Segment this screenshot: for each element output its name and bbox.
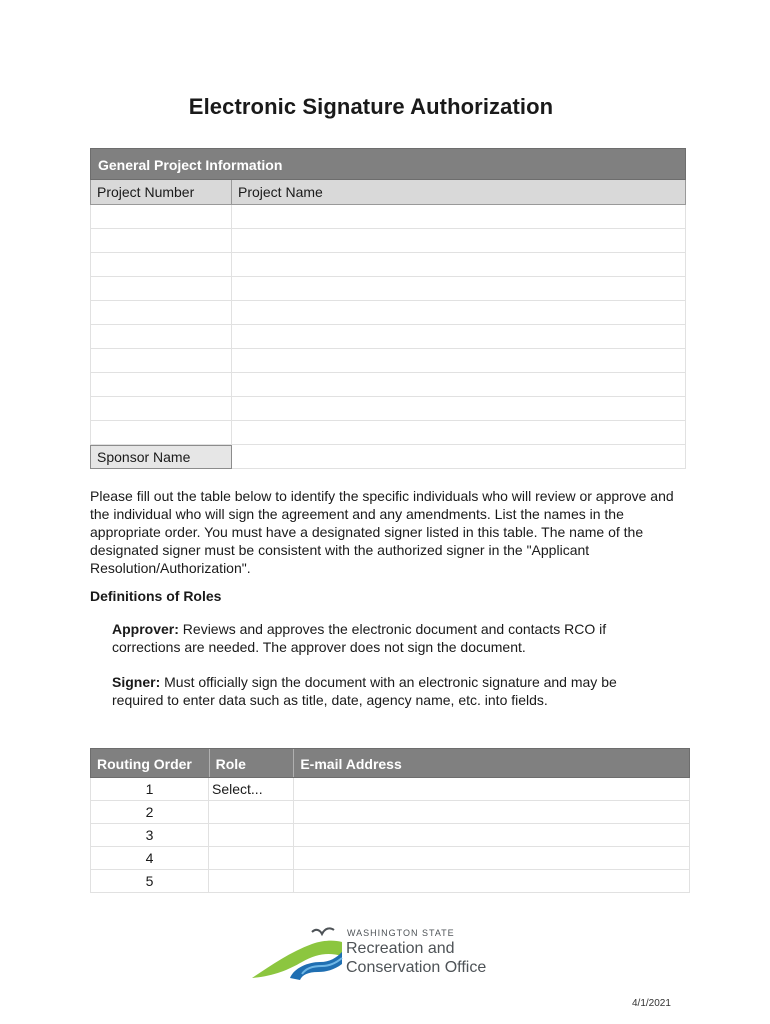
- logo-line-1: Recreation and: [346, 940, 455, 957]
- email-field[interactable]: [294, 778, 690, 801]
- role-select[interactable]: [209, 801, 294, 824]
- project-name-field[interactable]: [232, 325, 686, 349]
- rco-logo: [250, 922, 500, 982]
- project-row: [90, 421, 686, 445]
- project-number-field[interactable]: [90, 205, 232, 229]
- routing-row: [90, 847, 690, 870]
- project-row: [90, 205, 686, 229]
- project-name-field[interactable]: [232, 253, 686, 277]
- role-select[interactable]: [209, 847, 294, 870]
- routing-order-cell: 2: [90, 801, 209, 824]
- project-name-field[interactable]: [232, 301, 686, 325]
- sponsor-name-label: Sponsor Name: [90, 445, 232, 469]
- project-name-field[interactable]: [232, 229, 686, 253]
- project-name-header: Project Name: [232, 180, 686, 205]
- routing-row: [90, 870, 690, 893]
- project-number-field[interactable]: [90, 397, 232, 421]
- project-number-field[interactable]: [90, 373, 232, 397]
- project-table-header: General Project Information: [90, 148, 686, 180]
- project-table-column-headers: [90, 180, 686, 205]
- routing-row: [90, 778, 690, 801]
- project-number-field[interactable]: [90, 229, 232, 253]
- logo-line-2: Conservation Office: [346, 959, 487, 976]
- role-select[interactable]: [209, 870, 294, 893]
- project-number-field[interactable]: [90, 325, 232, 349]
- project-number-header: Project Number: [90, 180, 232, 205]
- project-row: [90, 325, 686, 349]
- routing-order-cell: 3: [90, 824, 209, 847]
- role-select[interactable]: [209, 824, 294, 847]
- footer-date: 4/1/2021: [632, 998, 671, 1009]
- routing-order-cell: 4: [90, 847, 209, 870]
- project-number-field[interactable]: [90, 253, 232, 277]
- project-row: [90, 253, 686, 277]
- email-field[interactable]: [294, 801, 690, 824]
- project-name-field[interactable]: [232, 205, 686, 229]
- logo-state-text: WASHINGTON STATE: [347, 928, 455, 938]
- project-name-field[interactable]: [232, 349, 686, 373]
- role-header: Role: [210, 749, 295, 777]
- project-row: [90, 277, 686, 301]
- signer-definition: [112, 673, 672, 709]
- approver-definition: [112, 620, 672, 656]
- project-number-field[interactable]: [90, 421, 232, 445]
- definitions-heading: Definitions of Roles: [90, 588, 222, 604]
- project-name-field[interactable]: [232, 277, 686, 301]
- instructions-paragraph: Please fill out the table below to identify the specific individuals who will review or approve and the individual who will sign the agreement and any amendments. List the names in the appropriate order. You must have a designated signer listed in this table. The name of the designated signer must be consistent with the authorized signer in the "Applicant Resolution/Authorization".: [90, 488, 674, 576]
- project-row: [90, 373, 686, 397]
- routing-order-cell: 1: [90, 778, 209, 801]
- signer-term: Signer:: [112, 674, 161, 690]
- routing-row: [90, 801, 690, 824]
- approver-term: Approver:: [112, 621, 179, 637]
- email-field[interactable]: [294, 824, 690, 847]
- project-name-field[interactable]: [232, 397, 686, 421]
- email-header: E-mail Address: [300, 756, 402, 772]
- routing-order-header: Routing Order: [91, 749, 210, 777]
- rco-logo-mark-icon: [250, 922, 346, 982]
- signer-description: Must officially sign the document with an electronic signature and may be required to enter data such as title, date, agency name, etc. into fields.: [112, 674, 617, 708]
- project-row: [90, 397, 686, 421]
- role-select[interactable]: Select...: [209, 778, 294, 801]
- approver-description: Reviews and approves the electronic document and contacts RCO if corrections are needed. The approver does not sign the document.: [112, 621, 607, 655]
- routing-table: [90, 748, 690, 893]
- project-row: [90, 229, 686, 253]
- document-title: Electronic Signature Authorization: [188, 94, 554, 119]
- project-row: [90, 349, 686, 373]
- sponsor-name-field[interactable]: [232, 445, 686, 469]
- routing-order-cell: 5: [90, 870, 209, 893]
- project-info-table: [90, 148, 686, 469]
- email-field[interactable]: [294, 870, 690, 893]
- email-field[interactable]: [294, 847, 690, 870]
- routing-row: [90, 824, 690, 847]
- project-number-field[interactable]: [90, 301, 232, 325]
- routing-table-header: [90, 748, 690, 778]
- sponsor-row: [90, 445, 686, 469]
- project-number-field[interactable]: [90, 277, 232, 301]
- project-row: [90, 301, 686, 325]
- project-name-field[interactable]: [232, 373, 686, 397]
- project-number-field[interactable]: [90, 349, 232, 373]
- project-name-field[interactable]: [232, 421, 686, 445]
